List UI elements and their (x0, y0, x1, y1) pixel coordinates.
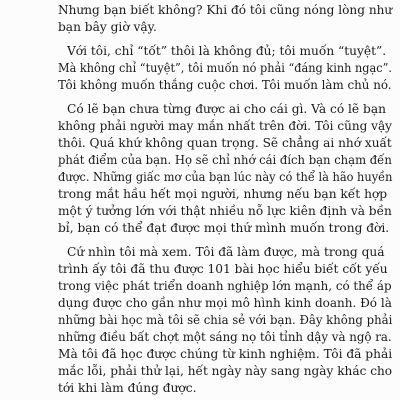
text-line: Với tôi, chỉ “tốt” thôi là không đủ; tôi muốn “tuyệt”. (67, 44, 387, 58)
text-line: phát điểm của bạn. Họ sẽ chỉ nhớ cái đích bạn chạm đến (58, 153, 392, 167)
text-line: trong mắt hầu hết mọi người, nhưng nếu bạn kết hợp (58, 187, 388, 201)
text-line: thôi. Quá khứ không quan trọng. Sẽ chẳng ai nhớ xuất (58, 136, 392, 150)
text-line: Tôi không muốn thắng cuộc chơi. Tôi muốn làm chủ nó. (58, 78, 392, 92)
text-line: bạn bây giờ vậy. (58, 20, 157, 34)
text-line: những bài học mà tôi sẽ chia sẻ với bạn. Đây không phải (58, 313, 393, 327)
text-line: Mà tôi đã học được chúng từ kinh nghiệm. Tôi đã phải (58, 347, 393, 361)
text-line: mắc lỗi, phải thử lại, hết ngày này sang ngày khác cho (58, 364, 393, 378)
text-line: trình ấy tôi đã thu được 101 bài học hiểu biết cốt yếu (58, 262, 388, 276)
text-line: dụng được cho gần như mọi mô hình kinh doanh. Đó là (58, 296, 392, 310)
text-line: trong việc phát triển doanh nghiệp lớn mạnh, có thể áp (58, 279, 392, 293)
text-line: được. Những giấc mơ của bạn lúc này có thể là hão huyền (58, 170, 393, 184)
text-line: không phải người may mắn nhất trên đời. Tôi cũng vậy (58, 119, 392, 133)
text-line: Cứ nhìn tôi mà xem. Tôi đã làm được, mà trong quá (67, 245, 385, 259)
text-line: Mà không chỉ “tuyệt”, tôi muốn nó phải “đáng kinh ngạc”. (58, 61, 392, 75)
text-line: một ý tưởng lớn với thật nhiều nỗ lực kiên định và bền (58, 204, 392, 218)
text-line: Nhưng bạn biết không? Khi đó tôi cũng nóng lòng như (58, 3, 393, 17)
text-line: Có lẽ bạn chưa từng được ai cho cái gì. Và có lẽ bạn (67, 102, 386, 116)
text-line: bỉ, bạn có thể đạt được mọi thứ mình muốn trong đời. (58, 221, 390, 235)
text-line: tới khi làm đúng được. (58, 381, 197, 395)
text-line: những điều bất chợt một sáng nọ tôi tỉnh dậy và ngộ ra. (58, 330, 392, 344)
